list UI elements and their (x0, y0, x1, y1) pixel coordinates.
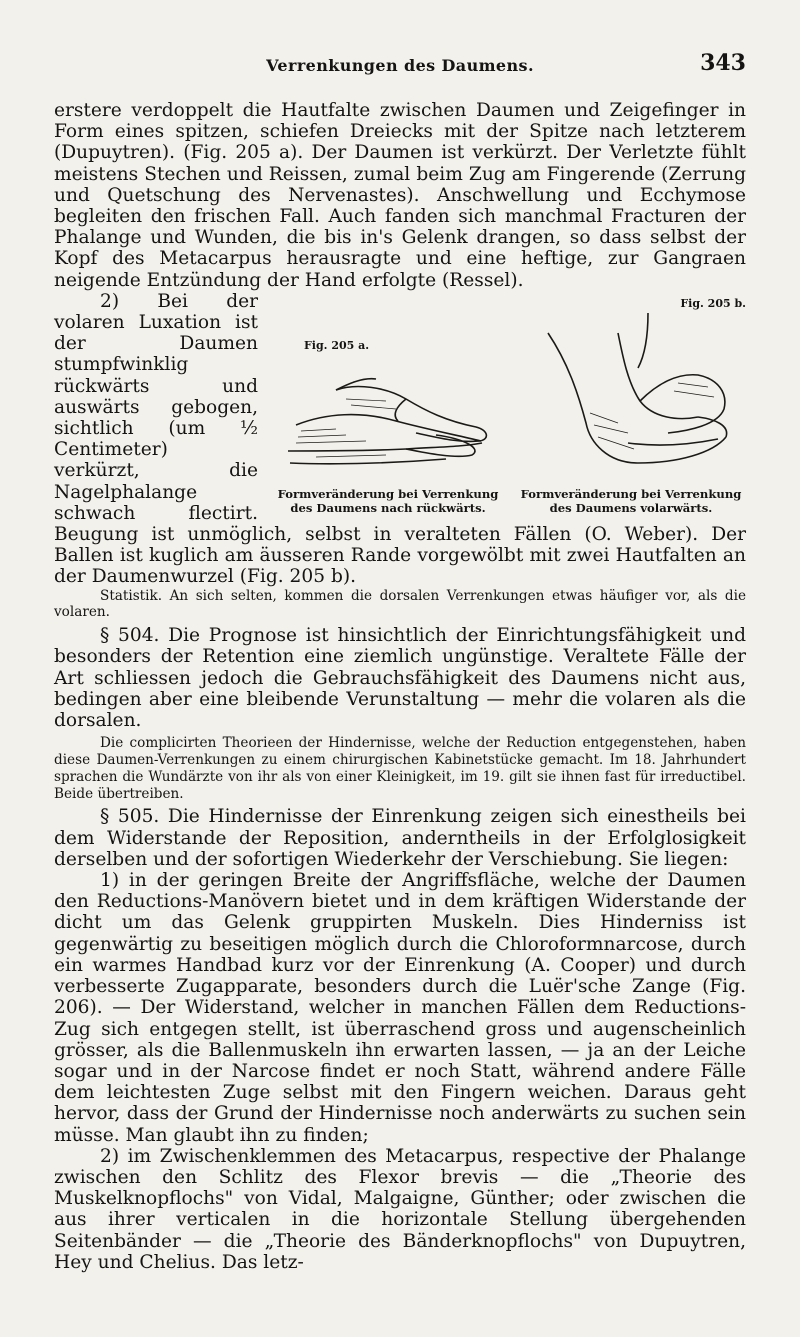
figure-205b-caption: Formveränderung bei Verrenkung des Daumens volarwärts. (520, 486, 742, 515)
paragraph-505-item-2: 2) im Zwischenklemmen des Metacarpus, respective der Phalange zwischen den Schlitz des Flexor brevis — die „Theorie des Muskelknopflochs" von Vidal, Malgaigne, Günther; oder zwischen die aus ihrer verticalen in die horizontale Stellung übergehenden Seitenbänder — die „Theorie des Bänderknopflochs" von Dupuytren, Hey und Chelius. Das letz- (54, 1145, 746, 1273)
text-body (54, 100, 746, 1273)
paragraph-505-item-1: 1) in der geringen Breite der Angriffsfläche, welche der Daumen den Reductions-Manövern bietet und in dem kräftigen Widerstande der dicht um das Gelenk gruppirten Muskeln. Dies Hinderniss ist gegenwärtig zu beseitigen möglich durch die Chloroformnarcose, durch ein warmes Handbad kurz vor der Einrenkung (A. Cooper) und durch verbesserte Zugapparate, besonders durch die Luër'sche Zange (Fig. 206). — Der Widerstand, welcher in manchen Fällen dem Reductions-Zug sich entgegen stellt, ist überraschend gross und augenscheinlich grösser, als die Ballenmuskeln ihn erwarten lassen, — ja an der Leiche sogar und in der Narcose findet er noch Statt, während andere Fälle dem leichtesten Zuge selbst mit den Fingern weichen. Daraus geht hervor, dass der Grund der Hindernisse noch anderwärts zu suchen sein müsse. Man glaubt ihn zu finden; (54, 870, 746, 1146)
figure-205b-hand-illustration (528, 313, 734, 483)
figure-205a-caption: Formveränderung bei Verrenkung des Daumens nach rückwärts. (277, 486, 499, 515)
running-title: Verrenkungen des Daumens. (266, 56, 534, 75)
paragraph-volar-luxation: 2) Bei der volaren Luxation ist der Daumen stumpfwinklig rückwärts und auswärts gebogen, sichtlich (um ½ Centimeter) verkürzt, die Nagelphalange schwach flectirt. Beugung ist unmöglich, selbst in veralteten Fällen (O. Weber). Der Ballen ist kuglich am äusseren Rande vorgewölbt mit zwei Hautfalten an der Daumenwurzel (Fig. 205 b). (54, 290, 746, 588)
paragraph-504: § 504. Die Prognose ist hinsichtlich der Einrichtungsfähigkeit und besonders der Retention eine ziemlich ungünstige. Veraltete Fälle der Art schliessen jedoch die Gebrauchsfähigkeit des Daumens nicht aus, bedingen aber eine bleibende Verunstaltung — mehr die volaren als die dorsalen. (54, 625, 746, 732)
note-504: Die complicirten Theorieen der Hindernisse, welche der Reduction entgegenstehen, haben diese Daumen-Verrenkungen zu einem chirurgischen Kabinetstücke gemacht. Im 18. Jahrhundert sprachen die Wundärzte von ihr als von einer Kleinigkeit, im 19. gilt sie ihnen fast für irreductibel. Beide übertreiben. (54, 735, 746, 802)
running-header (54, 48, 746, 84)
figure-205a-label: Fig. 205 a. (304, 338, 370, 352)
page-number: 343 (700, 50, 746, 76)
statistik-note: Statistik. An sich selten, kommen die dorsalen Verrenkungen etwas häufiger vor, als die volaren. (54, 587, 746, 621)
paragraph-505: § 505. Die Hindernisse der Einrenkung zeigen sich einestheils bei dem Widerstande der Reposition, anderntheils in der Erfolglosigkeit derselben und der sofortigen Wiederkehr der Verschiebung. Sie liegen: (54, 806, 746, 870)
figure-205b-label: Fig. 205 b. (680, 296, 746, 310)
figure-group-205 (268, 291, 746, 523)
figure-205a-hand-illustration (276, 355, 496, 475)
paragraph-continuation: erstere verdoppelt die Hautfalte zwischen Daumen und Zeigefinger in Form eines spitzen, schiefen Dreiecks mit der Spitze nach letzterem (Dupuytren). (Fig. 205 a). Der Daumen ist verkürzt. Der Verletzte fühlt meistens Stechen und Reissen, zumal beim Zug am Fingerende (Zerrung und Quetschung des Nervenastes). Anschwellung und Ecchymose begleiten den frischen Fall. Auch fanden sich manchmal Fracturen der Phalange und Wunden, die bis in's Gelenk drangen, so dass selbst der Kopf des Metacarpus herausragte und eine heftige, zur Gangraen neigende Entzündung der Hand erfolgte (Ressel). (54, 100, 746, 291)
